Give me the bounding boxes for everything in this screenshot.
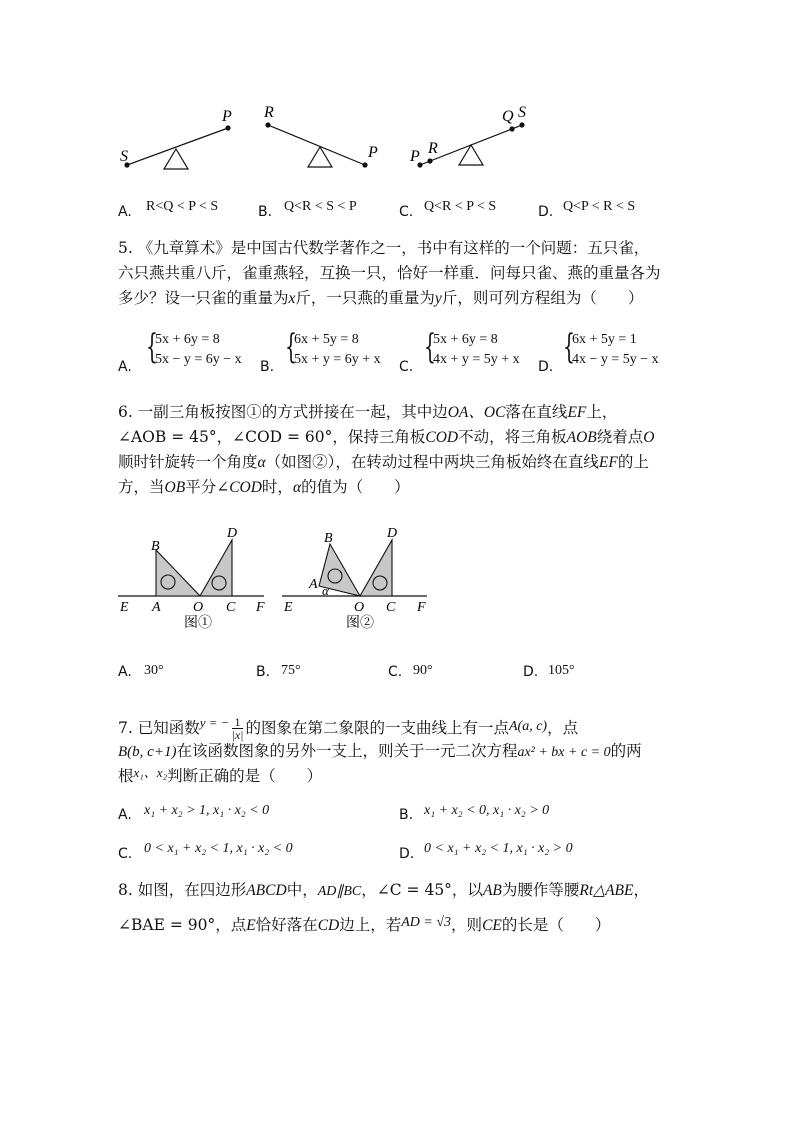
svg-text:O: O [193, 600, 204, 615]
brace-icon: { [424, 327, 436, 367]
option-d-system[interactable]: 6x + 5y = 1 4x − y = 5y − x [572, 332, 659, 367]
option-a-letter: A. [118, 359, 132, 375]
option-c-letter: C. [118, 846, 133, 862]
option-c-text[interactable]: 0 < x₁ + x₂ < 1, x₁ · x₂ < 0 [144, 841, 293, 856]
option-b-text[interactable]: 75° [281, 663, 301, 678]
label-p: P [222, 108, 232, 125]
option-d-text[interactable]: 105° [548, 663, 575, 678]
label-s: S [518, 104, 526, 121]
option-a-letter: A. [118, 807, 132, 823]
option-b-letter: B. [399, 807, 414, 823]
svg-text:图①: 图① [184, 616, 212, 631]
svg-text:E: E [284, 600, 293, 615]
triangle-figures [112, 520, 442, 635]
svg-text:A: A [152, 600, 161, 615]
q6-line-3: 顺时针旋转一个角度α（如图②），在转动过程中两块三角板始终在直线EF的上 [118, 453, 649, 471]
option-c-letter: C. [399, 204, 414, 220]
option-c-system[interactable]: 5x + 6y = 8 4x + y = 5y + x [433, 332, 520, 367]
option-a-text[interactable]: R<Q < P < S [146, 199, 219, 214]
svg-text:D: D [227, 526, 238, 541]
svg-text:α: α [322, 583, 329, 598]
option-b-letter: B. [256, 664, 271, 680]
option-a-text[interactable]: 30° [144, 663, 164, 678]
figure-2 [282, 526, 427, 631]
label-q: Q [502, 108, 514, 125]
option-c-letter: C. [388, 664, 403, 680]
svg-text:C: C [226, 600, 236, 615]
svg-text:E: E [120, 600, 129, 615]
svg-text:F: F [417, 600, 426, 615]
q5-line-3: 多少？设一只雀的重量为x斤，一只燕的重量为y斤，则可列方程组为（ ） [118, 289, 644, 307]
q5-line-2: 六只燕共重八斤，雀重燕轻，互换一只，恰好一样重．问每只雀、燕的重量各为 [118, 264, 661, 282]
option-c-text[interactable]: Q<R < P < S [424, 199, 497, 214]
q7-line-2: B(b, c+1)在该函数图象的另外一支上，则关于一元二次方程ax² + bx + c = 0的两 [118, 742, 642, 760]
option-a-text[interactable]: x₁ + x₂ > 1, x₁ · x₂ < 0 [144, 803, 270, 818]
brace-icon: { [563, 327, 575, 367]
figure-1 [118, 526, 265, 631]
label-p: P [410, 148, 420, 165]
option-a-letter: A. [118, 204, 132, 220]
label-r: R [428, 140, 438, 157]
balance-figure-2 [263, 104, 378, 168]
svg-text:图②: 图② [346, 616, 374, 631]
option-c-letter: C. [399, 359, 414, 375]
q6-line-1: 6. 一副三角板按图①的方式拼接在一起，其中边OA、OC落在直线EF上， [118, 403, 618, 421]
label-r: R [264, 104, 274, 121]
option-b-letter: B. [258, 204, 273, 220]
option-d-letter: D. [538, 204, 554, 220]
option-b-letter: B. [260, 359, 275, 375]
brace-icon: { [146, 327, 158, 367]
balance-figure-1 [120, 108, 232, 169]
balance-figures [110, 95, 550, 180]
q7-line-1: 7. 已知函数$^{y = -}$ $\frac{1}{|x|}$ 的图象在第二象限的一支曲线上有一点A(a, c)，点 [118, 715, 579, 742]
option-a-letter: A. [118, 664, 132, 680]
q8-line-1: 8. 如图，在四边形ABCD中，AD∥BC，∠C = 45°，以AB为腰作等腰Rt△ABE， [118, 881, 650, 899]
q7-line-3: 根$^{x_1、x_2}$判断正确的是（ ） [118, 765, 323, 785]
svg-text:D: D [387, 526, 398, 541]
label-s: S [120, 148, 128, 165]
q6-line-2: ∠AOB = 45°，∠COD = 60°，保持三角板COD不动，将三角板AOB绕着点O [118, 428, 655, 446]
svg-text:O: O [354, 600, 365, 615]
svg-text:A: A [309, 577, 318, 592]
option-b-system[interactable]: 6x + 5y = 8 5x + y = 6y + x [294, 332, 381, 367]
option-d-letter: D. [523, 664, 539, 680]
balance-figure-3 [409, 104, 526, 168]
q8-line-2: ∠BAE = 90°，点E恰好落在CD边上，若AD = √3，则CE的长是（ ） [118, 915, 611, 934]
option-d-text[interactable]: 0 < x₁ + x₂ < 1, x₁ · x₂ > 0 [424, 841, 573, 856]
svg-text:F: F [256, 600, 265, 615]
option-d-letter: D. [399, 846, 415, 862]
option-a-system[interactable]: 5x + 6y = 8 5x − y = 6y − x [155, 332, 242, 367]
q5-line-1: 5. 《九章算术》是中国古代数学著作之一，书中有这样的一个问题：五只雀， [118, 239, 650, 257]
svg-text:B: B [151, 539, 160, 554]
option-d-letter: D. [538, 359, 554, 375]
q6-line-4: 方，当OB平分∠COD时，α的值为（ ） [118, 478, 410, 496]
label-p: P [368, 144, 378, 161]
svg-text:C: C [386, 600, 396, 615]
brace-icon: { [285, 327, 297, 367]
option-b-text[interactable]: x₁ + x₂ < 0, x₁ · x₂ > 0 [424, 803, 550, 818]
option-d-text[interactable]: Q<P < R < S [563, 199, 636, 214]
svg-text:B: B [324, 531, 333, 546]
option-c-text[interactable]: 90° [413, 663, 433, 678]
option-b-text[interactable]: Q<R < S < P [284, 199, 357, 214]
